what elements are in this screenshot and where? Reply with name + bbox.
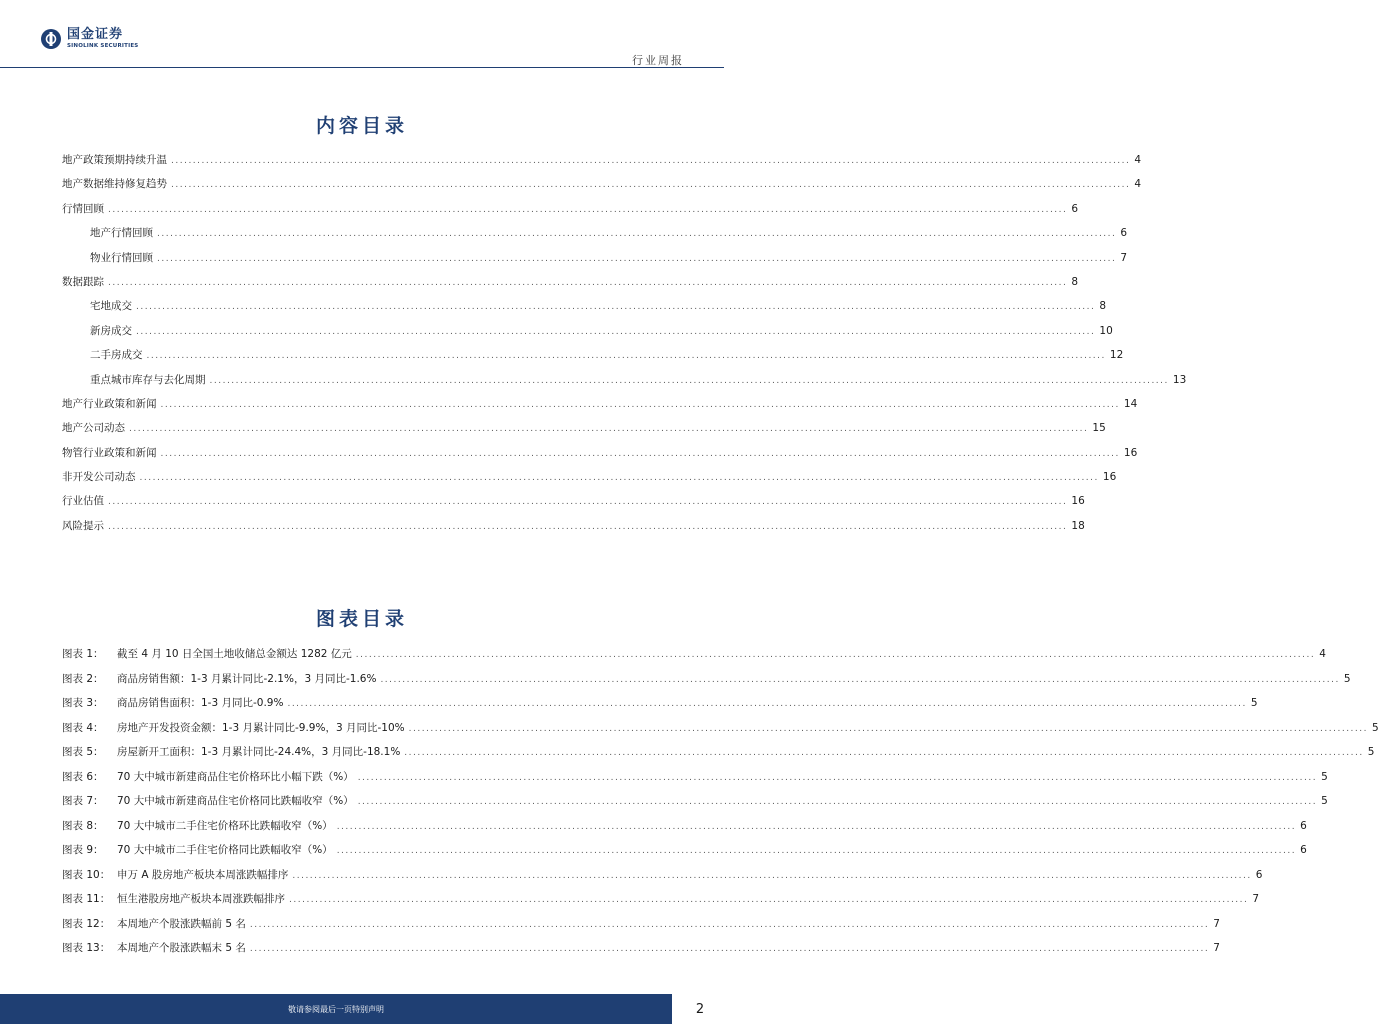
toc-entry[interactable] xyxy=(62,445,1138,469)
figure-entry[interactable] xyxy=(62,695,1258,720)
figure-label: 图表 12： xyxy=(62,917,111,930)
figure-title: 本周地产个股涨跌幅前 5 名 xyxy=(117,917,246,930)
figure-label: 图表 8： xyxy=(62,819,104,832)
figure-title: 本周地产个股涨跌幅末 5 名 xyxy=(117,942,246,954)
toc-page-number: 13 xyxy=(1172,373,1187,386)
toc-entry-title: 风险提示 xyxy=(62,519,104,532)
toc-page-number: 7 xyxy=(1252,893,1260,905)
toc-page-number: 5 xyxy=(1372,721,1379,734)
brand-name-en: SINOLINK SECURITIES xyxy=(67,43,139,49)
figure-entry[interactable] xyxy=(62,793,1328,818)
figure-title: 房地产开发投资金额：1-3 月累计同比-9.9%，3 月同比-10% xyxy=(117,721,405,734)
toc-entry[interactable] xyxy=(62,518,1085,542)
figure-entry[interactable] xyxy=(62,842,1307,867)
leader-dots: ............................................................................................................................................................................................................................ xyxy=(108,521,1068,532)
figure-title: 70 大中城市二手住宅价格同比跌幅收窄（%） xyxy=(117,844,333,856)
toc-page-number: 4 xyxy=(1319,648,1326,660)
toc-page-number: 5 xyxy=(1343,672,1351,685)
toc-entry[interactable] xyxy=(62,347,1124,371)
figure-title: 申万 A 股房地产板块本周涨跌幅排序 xyxy=(117,868,289,881)
toc-page-number: 7 xyxy=(1213,942,1220,954)
figure-entry[interactable] xyxy=(62,671,1351,696)
toc-entry[interactable] xyxy=(62,225,1128,249)
page-number: 2 xyxy=(695,1001,705,1017)
leader-dots: ............................................................................................................................................................................................................................ xyxy=(108,277,1068,288)
figure-label: 图表 3： xyxy=(62,697,104,709)
leader-dots: ............................................................................................................................................................................................................................ xyxy=(357,797,1318,807)
figure-entry[interactable] xyxy=(62,744,1375,769)
sinolink-logo-icon xyxy=(40,28,62,50)
figure-entry[interactable] xyxy=(62,867,1263,892)
brand-name-cn: 国金证券 xyxy=(67,27,124,42)
toc-entry[interactable] xyxy=(62,176,1142,200)
toc-page-number: 5 xyxy=(1250,697,1258,709)
figure-title: 商品房销售面积：1-3 月同比-0.9% xyxy=(117,697,284,709)
figure-label: 图表 10： xyxy=(62,868,111,881)
figure-entry[interactable] xyxy=(62,818,1307,843)
figure-label: 图表 2： xyxy=(62,672,104,685)
leader-dots: ............................................................................................................................................................................................................................ xyxy=(380,674,1340,685)
figure-entry[interactable] xyxy=(62,891,1260,916)
figure-title: 房屋新开工面积：1-3 月累计同比-24.4%，3 月同比-18.1% xyxy=(117,746,401,758)
toc-page-number: 12 xyxy=(1109,349,1124,362)
contents-title: 内容目录 xyxy=(315,115,408,137)
document-type: 行业周报 xyxy=(632,54,684,67)
toc-page-number: 7 xyxy=(1213,917,1220,930)
figure-entry[interactable] xyxy=(62,769,1328,794)
figure-label: 图表 1： xyxy=(62,648,104,660)
brand-logo xyxy=(40,28,138,50)
figure-label: 图表 13： xyxy=(62,942,111,954)
leader-dots: ............................................................................................................................................................................................................................ xyxy=(336,821,1297,832)
leader-dots: ............................................................................................................................................................................................................................ xyxy=(136,326,1096,337)
figure-title: 70 大中城市新建商品住宅价格环比小幅下跌（%） xyxy=(117,770,354,783)
toc-page-number: 10 xyxy=(1099,324,1113,337)
leader-dots: ............................................................................................................................................................................................................................ xyxy=(249,919,1210,930)
figure-label: 图表 6： xyxy=(62,770,104,783)
toc-page-number: 6 xyxy=(1071,202,1079,215)
leader-dots: ............................................................................................................................................................................................................................ xyxy=(157,253,1117,264)
toc-entry-title: 非开发公司动态 xyxy=(62,471,136,484)
leader-dots: ............................................................................................................................................................................................................................ xyxy=(209,375,1169,386)
toc-entry[interactable] xyxy=(62,274,1079,298)
figure-entry[interactable] xyxy=(62,646,1326,671)
leader-dots: ............................................................................................................................................................................................................................ xyxy=(157,229,1117,240)
toc-page-number: 6 xyxy=(1300,819,1307,832)
figure-title: 截至 4 月 10 日全国土地收储总金额达 1282 亿元 xyxy=(117,648,352,660)
figure-title: 商品房销售额：1-3 月累计同比-2.1%，3 月同比-1.6% xyxy=(117,672,377,685)
figure-title: 恒生港股房地产板块本周涨跌幅排序 xyxy=(117,893,285,905)
leader-dots: ............................................................................................................................................................................................................................ xyxy=(171,180,1131,191)
leader-dots: ............................................................................................................................................................................................................................ xyxy=(292,870,1252,881)
toc-page-number: 5 xyxy=(1321,795,1328,807)
leader-dots: ............................................................................................................................................................................................................................ xyxy=(136,302,1096,313)
page-header xyxy=(0,0,724,70)
toc-entry-title: 地产行情回顾 xyxy=(90,227,153,240)
footer-notice: 敬请参阅最后一页特别声明 xyxy=(0,994,672,1024)
leader-dots: ............................................................................................................................................................................................................................ xyxy=(287,699,1247,709)
leader-dots: ............................................................................................................................................................................................................................ xyxy=(289,895,1249,905)
toc-page-number: 5 xyxy=(1321,770,1328,783)
toc-page-number: 16 xyxy=(1123,446,1138,459)
leader-dots: ............................................................................................................................................................................................................................ xyxy=(408,723,1368,734)
toc-entry[interactable] xyxy=(62,250,1128,274)
figure-title: 70 大中城市二手住宅价格环比跌幅收窄（%） xyxy=(117,819,333,832)
leader-dots: ............................................................................................................................................................................................................................ xyxy=(357,772,1318,783)
toc-entry-title: 新房成交 xyxy=(90,324,132,337)
leader-dots: ............................................................................................................................................................................................................................ xyxy=(160,399,1120,410)
figure-entry[interactable] xyxy=(62,916,1220,941)
toc-entry-title: 物业行情回顾 xyxy=(90,251,153,264)
toc-page-number: 8 xyxy=(1099,300,1107,313)
toc-entry[interactable] xyxy=(62,323,1113,347)
page-footer xyxy=(0,994,724,1024)
toc-entry-title: 数据跟踪 xyxy=(62,275,104,288)
toc-entry[interactable] xyxy=(62,469,1117,493)
leader-dots: ............................................................................................................................................................................................................................ xyxy=(108,204,1068,215)
toc-page-number: 15 xyxy=(1092,422,1106,435)
toc-entry[interactable] xyxy=(62,420,1106,444)
toc-entry-title: 地产公司动态 xyxy=(62,422,125,435)
header-divider xyxy=(0,67,724,68)
figures-list xyxy=(62,646,1379,965)
toc-entry-title: 行业估值 xyxy=(62,495,104,508)
toc-entry[interactable] xyxy=(62,201,1079,225)
toc-page-number: 5 xyxy=(1367,746,1375,758)
leader-dots: ............................................................................................................................................................................................................................ xyxy=(249,944,1210,954)
toc-page-number: 16 xyxy=(1071,495,1085,508)
figure-label: 图表 5： xyxy=(62,746,104,758)
toc-page-number: 7 xyxy=(1120,251,1128,264)
toc-entry-title: 二手房成交 xyxy=(90,349,143,362)
toc-entry-title: 物管行业政策和新闻 xyxy=(62,446,157,459)
toc-page-number: 14 xyxy=(1123,397,1138,410)
toc-entry[interactable] xyxy=(62,152,1142,176)
toc-entry-title: 地产政策预期持续升温 xyxy=(62,154,167,166)
toc-entry-title: 地产行业政策和新闻 xyxy=(62,397,157,410)
toc-entry[interactable] xyxy=(62,493,1085,517)
toc-entry[interactable] xyxy=(62,372,1187,396)
toc-entry[interactable] xyxy=(62,396,1138,420)
leader-dots: ............................................................................................................................................................................................................................ xyxy=(404,748,1364,758)
figure-label: 图表 7： xyxy=(62,795,104,807)
figure-label: 图表 4： xyxy=(62,721,104,734)
contents-list xyxy=(62,152,1187,542)
leader-dots: ............................................................................................................................................................................................................................ xyxy=(146,351,1106,362)
toc-entry-title: 行情回顾 xyxy=(62,202,104,215)
toc-page-number: 6 xyxy=(1255,868,1263,881)
toc-page-number: 8 xyxy=(1071,275,1079,288)
figure-title: 70 大中城市新建商品住宅价格同比跌幅收窄（%） xyxy=(117,795,354,807)
toc-entry[interactable] xyxy=(62,298,1107,322)
toc-entry-title: 地产数据维持修复趋势 xyxy=(62,178,167,191)
leader-dots: ............................................................................................................................................................................................................................ xyxy=(336,846,1297,856)
leader-dots: ............................................................................................................................................................................................................................ xyxy=(355,650,1316,660)
figure-entry[interactable] xyxy=(62,720,1379,745)
figure-label: 图表 11： xyxy=(62,893,111,905)
figure-entry[interactable] xyxy=(62,940,1220,965)
toc-entry-title: 宅地成交 xyxy=(90,300,132,313)
toc-page-number: 4 xyxy=(1134,154,1142,166)
leader-dots: ............................................................................................................................................................................................................................ xyxy=(139,473,1099,484)
leader-dots: ............................................................................................................................................................................................................................ xyxy=(171,156,1131,166)
leader-dots: ............................................................................................................................................................................................................................ xyxy=(160,448,1120,459)
figures-title: 图表目录 xyxy=(315,608,408,630)
toc-page-number: 6 xyxy=(1300,844,1307,856)
toc-page-number: 16 xyxy=(1102,471,1117,484)
toc-page-number: 18 xyxy=(1071,519,1085,532)
toc-page-number: 6 xyxy=(1120,227,1128,240)
figure-label: 图表 9： xyxy=(62,844,104,856)
toc-entry-title: 重点城市库存与去化周期 xyxy=(90,373,206,386)
toc-page-number: 4 xyxy=(1134,178,1142,191)
leader-dots: ............................................................................................................................................................................................................................ xyxy=(129,424,1089,435)
leader-dots: ............................................................................................................................................................................................................................ xyxy=(108,497,1068,508)
